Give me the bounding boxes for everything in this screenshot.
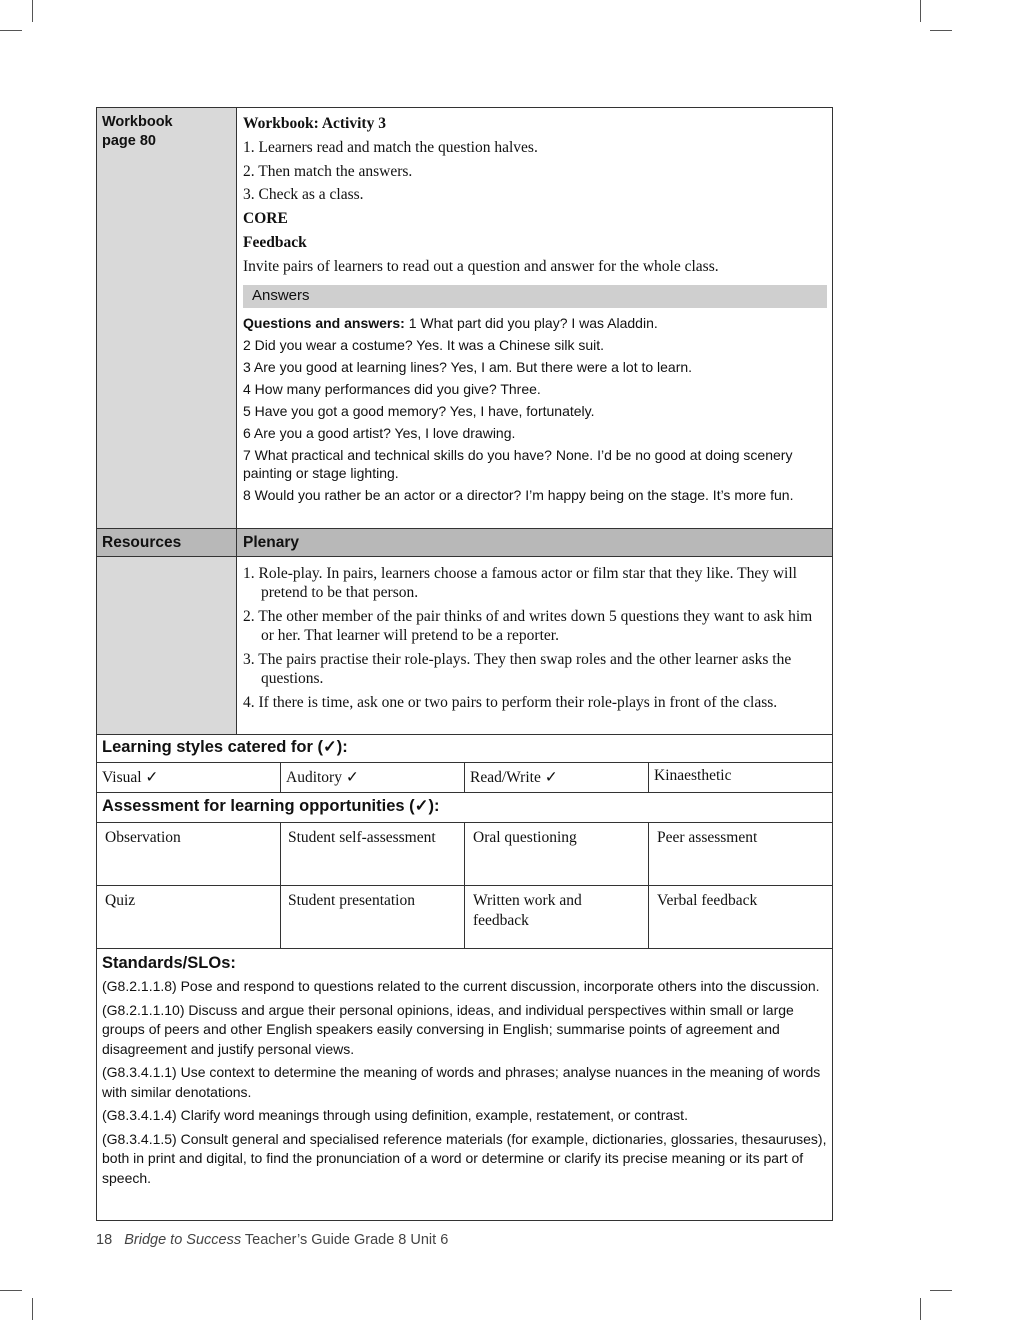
answer-item: 5 Have you got a good memory? Yes, I have, fortunately. (243, 402, 595, 419)
plenary-step: 1. Role-play. In pairs, learners choose a famous actor or film star that they like. They will pretend to be that person. (243, 565, 797, 601)
workbook-page: page 80 (102, 133, 156, 149)
crop-mark (32, 0, 33, 22)
assessment-heading: Assessment for learning opportunities (✓): (102, 797, 440, 815)
answer-item: 8 Would you rather be an actor or a director? I’m happy being on the stage. It’s more fun. (243, 486, 794, 503)
book-title: Bridge to Success (124, 1232, 242, 1248)
answers-heading: Answers (243, 285, 827, 308)
standard-item: (G8.2.1.1.10) Discuss and argue their personal opinions, ideas, and individual perspectives within small or large groups of peers and other English speakers easily conversing in English; summarise points of agreement and disagreement and justify personal views. (102, 1001, 794, 1057)
plenary-cell (236, 556, 833, 735)
assessment-item: Observation (96, 822, 281, 886)
resources-label: Resources (102, 534, 182, 551)
workbook-label-cell (96, 107, 237, 529)
answer-item (243, 314, 826, 332)
book-subtitle: Teacher’s Guide Grade 8 Unit 6 (244, 1232, 449, 1248)
standard-item: (G8.3.4.1.1) Use context to determine the meaning of words and phrases; analyse nuances in the meaning of words with similar denotations. (102, 1064, 821, 1100)
crop-mark (920, 1298, 921, 1320)
plenary-header (236, 528, 833, 557)
crop-mark (0, 30, 22, 31)
page-footer (96, 1232, 448, 1248)
crop-mark (32, 1298, 33, 1320)
plenary-step: 3. The pairs practise their role-plays. They then swap roles and the other learner asks the questions. (243, 651, 792, 687)
assessment-item: Student self-assessment (280, 822, 465, 886)
page-number: 18 (96, 1232, 113, 1248)
resources-cell (96, 556, 237, 735)
style-auditory: Auditory ✓ (280, 762, 465, 793)
assessment-item (464, 885, 649, 949)
core-label: CORE (243, 210, 288, 228)
assessment-item: Oral questioning (464, 822, 649, 886)
answer-item: 4 How many performances did you give? Three. (243, 380, 541, 397)
answer-item: 2 Did you wear a costume? Yes. It was a Chinese silk suit. (243, 336, 605, 353)
assessment-header (96, 792, 833, 823)
resources-header (96, 528, 237, 557)
crop-mark (0, 1290, 22, 1291)
crop-mark (930, 30, 952, 31)
step: 2. Then match the answers. (243, 162, 413, 180)
step: 3. Check as a class. (243, 186, 364, 204)
learning-styles-heading: Learning styles catered for (✓): (102, 738, 348, 756)
assessment-item-text: Written work and feedback (473, 892, 582, 929)
assessment-item: Quiz (96, 885, 281, 949)
crop-mark (920, 0, 921, 22)
style-visual: Visual ✓ (96, 762, 281, 793)
standard-item: (G8.2.1.1.8) Pose and respond to questions related to the current discussion, incorporate others into the discussion. (102, 978, 820, 994)
plenary-step: 4. If there is time, ask one or two pairs to perform their role-plays in front of the class. (243, 694, 778, 711)
standard-item: (G8.3.4.1.4) Clarify word meanings through using definition, example, restatement, or contrast. (102, 1107, 688, 1123)
feedback-text: Invite pairs of learners to read out a question and answer for the whole class. (243, 257, 719, 275)
standards-heading: Standards/SLOs: (102, 954, 236, 972)
learning-styles-header (96, 734, 833, 763)
style-read-write: Read/Write ✓ (464, 762, 649, 793)
workbook-content-cell (236, 107, 833, 529)
feedback-heading: Feedback (243, 233, 307, 251)
activity-title: Workbook: Activity 3 (243, 115, 386, 132)
assessment-item: Student presentation (280, 885, 465, 949)
answer-item: 7 What practical and technical skills do you have? None. I’d be no good at doing scenery painting or stage lighting. (243, 446, 793, 481)
answer-item: 3 Are you good at learning lines? Yes, I am. But there were a lot to learn. (243, 358, 693, 375)
assessment-item: Verbal feedback (648, 885, 833, 949)
plenary-step: 2. The other member of the pair thinks of and writes down 5 questions they want to ask him or her. That learner will pretend to be a reporter. (243, 608, 813, 644)
style-kinaesthetic: Kinaesthetic (648, 762, 833, 793)
assessment-item: Peer assessment (648, 822, 833, 886)
answer-text: 1 What part did you play? I was Aladdin. (408, 314, 658, 331)
crop-mark (930, 1290, 952, 1291)
workbook-label: Workbook (102, 114, 173, 130)
standard-item: (G8.3.4.1.5) Consult general and specialised reference materials (for example, dictionaries, glossaries, thesauruses), both in print and digital, to find the pronunciation of a word or determine or clarify its precise meaning or its part of speech. (102, 1130, 827, 1186)
answer-item: 6 Are you a good artist? Yes, I love drawing. (243, 424, 516, 441)
plenary-heading: Plenary (243, 534, 300, 551)
standards-cell (96, 948, 833, 1221)
answers-lead: Questions and answers: (243, 314, 405, 331)
step: 1. Learners read and match the question halves. (243, 138, 538, 156)
